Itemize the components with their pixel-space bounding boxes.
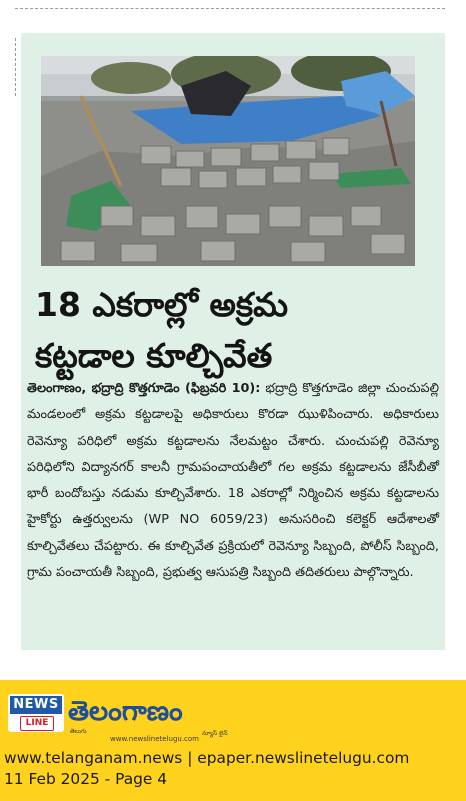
logo-tagline: న్యూస్ లైన్: [202, 730, 228, 737]
top-dashed-rule: [15, 8, 445, 9]
headline-line-1: 18 ఎకరాల్లో అక్రమ: [35, 285, 289, 324]
side-dashed-rule: [15, 38, 16, 96]
article-headline: [35, 279, 435, 381]
logo-news-text: NEWS: [10, 696, 62, 714]
date-page-line: 11 Feb 2025 - Page 4: [4, 770, 168, 788]
demolition-photo: [41, 56, 415, 266]
article-body: [27, 376, 439, 586]
article-dateline: తెలంగాణం, భద్రాద్రి కొత్తగూడెం (ఫిబ్రవరి 10):: [27, 381, 261, 396]
telanganam-logo: తెలంగాణం: [68, 696, 183, 727]
newsline-logo: [8, 694, 64, 732]
news-article: [21, 33, 445, 650]
logo-telugu-small: తెలుగు: [70, 728, 87, 735]
source-url-line: www.telanganam.news | epaper.newslinetelugu.com: [4, 749, 410, 767]
logo-line-text: LINE: [20, 716, 54, 731]
demolition-photo-image: [41, 56, 415, 266]
epaper-footer: [0, 680, 466, 801]
article-body-text: భద్రాద్రి కొత్తగూడెం జిల్లా చుంచుపల్లి మండలంలో అక్రమ కట్టడాలపై అధికారులు కొరడా ఝుళిపించారు. అధికారులు రెవెన్యూ పరిధిలో అక్రమ కట్టడాలను నేలమట్టం చేశారు. చుంచుపల్లి రెవెన్యూ పరిధిలోని విద్యానగర్ కాలనీ గ్రామపంచాయతీలో గల అక్రమ కట్టడాలను జేసీబీతో భారీ బందోబస్తు నడుమ కూల్చివేశారు. 18 ఎకరాల్లో నిర్మించిన అక్రమ కట్టడాలను హైకోర్టు ఉత్తర్వులను (WP NO 6059/23) అనుసరించి కలెక్టర్ ఆదేశాలతో కూల్చివేతలు చేపట్టారు. ఈ కూల్చివేత ప్రక్రియలో రెవెన్యూ సిబ్బంది, పోలీస్ సిబ్బంది, గ్రామ పంచాయతీ సిబ్బంది, ప్రభుత్వ ఆసుపత్రి సిబ్బంది తదితరులు పాల్గొన్నారు.: [27, 381, 439, 581]
headline-line-2: కట్టడాల కూల్చివేత: [35, 336, 273, 375]
logo-url: www.newslinetelugu.com: [110, 735, 199, 743]
